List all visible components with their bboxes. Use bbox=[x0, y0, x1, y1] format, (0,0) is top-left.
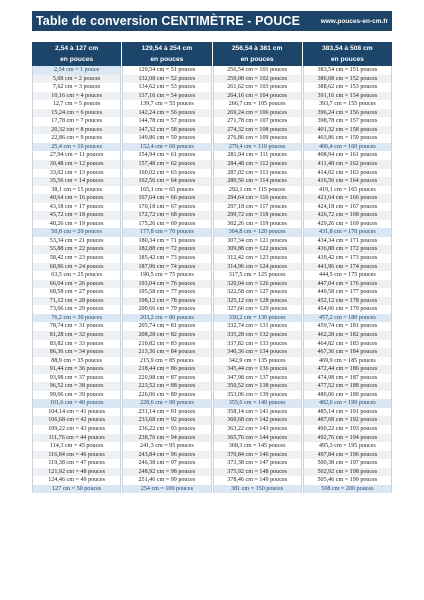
table-row: 424,18 cm = 167 pouces bbox=[317, 203, 378, 210]
table-row: 127 cm = 50 pouces bbox=[33, 485, 120, 494]
table-row: 144,78 cm = 57 pouces bbox=[138, 118, 196, 125]
table-row: 114,3 cm = 45 pouces bbox=[49, 443, 104, 450]
table-row: 434,34 cm = 171 pouces bbox=[317, 237, 378, 244]
table-row: 10,16 cm = 4 pouces bbox=[33, 92, 120, 101]
page-title: Table de conversion CENTIMÈTRE - POUCE bbox=[36, 14, 301, 28]
table-row: 99,06 cm = 39 pouces bbox=[49, 391, 104, 398]
table-row: 401,32 cm = 158 pouces bbox=[304, 126, 391, 135]
table-row: 200,66 cm = 79 pouces bbox=[138, 306, 196, 313]
table-row: 96,52 cm = 38 pouces bbox=[33, 382, 120, 391]
table-row: 20,32 cm = 8 pouces bbox=[33, 126, 120, 135]
table-row: 462,28 cm = 182 pouces bbox=[304, 331, 391, 340]
table-row: 347,98 cm = 137 pouces bbox=[227, 374, 288, 381]
table-row: 414,02 cm = 163 pouces bbox=[317, 169, 378, 176]
table-row: 137,16 cm = 54 pouces bbox=[123, 92, 210, 101]
table-row: 452,12 cm = 178 pouces bbox=[304, 297, 391, 306]
table-row: 281,94 cm = 111 pouces bbox=[227, 152, 287, 159]
table-row: 279,4 cm = 110 pouces bbox=[214, 143, 301, 152]
table-row: 363,22 cm = 143 pouces bbox=[227, 425, 288, 432]
table-row: 193,04 cm = 76 pouces bbox=[123, 280, 210, 289]
table-column bbox=[122, 42, 211, 493]
table-row: 345,44 cm = 136 pouces bbox=[214, 365, 301, 374]
table-row: 38,1 cm = 15 pouces bbox=[51, 186, 102, 193]
table-row: 416,56 cm = 164 pouces bbox=[304, 177, 391, 186]
site-url: www.pouces-en-cm.fr bbox=[320, 17, 388, 25]
table-row: 317,5 cm = 125 pouces bbox=[228, 272, 286, 279]
table-row: 190,5 cm = 75 pouces bbox=[140, 272, 194, 279]
table-row: 271,78 cm = 107 pouces bbox=[227, 118, 288, 125]
table-row: 157,48 cm = 62 pouces bbox=[123, 160, 210, 169]
table-row: 497,84 cm = 196 pouces bbox=[304, 451, 391, 460]
table-row: 213,36 cm = 84 pouces bbox=[123, 348, 210, 357]
table-row: 30,48 cm = 12 pouces bbox=[33, 160, 120, 169]
table-row: 2,54 cm = 1 pouce bbox=[33, 66, 120, 75]
table-row: 383,54 cm = 151 pouces bbox=[317, 67, 378, 73]
table-row: 429,26 cm = 169 pouces bbox=[317, 220, 378, 227]
table-row: 228,6 cm = 90 pouces bbox=[123, 399, 210, 408]
table-row: 17,78 cm = 7 pouces bbox=[51, 118, 102, 125]
table-row: 152,4 cm = 60 pouces bbox=[123, 143, 210, 152]
column-rows bbox=[213, 66, 302, 493]
table-row: 109,22 cm = 43 pouces bbox=[48, 425, 105, 432]
table-row: 167,64 cm = 66 pouces bbox=[123, 194, 210, 203]
column-unit: en pouces bbox=[60, 56, 94, 63]
table-row: 482,6 cm = 190 pouces bbox=[304, 399, 391, 408]
table-column bbox=[303, 42, 392, 493]
table-row: 266,7 cm = 105 pouces bbox=[228, 101, 286, 108]
table-row: 398,78 cm = 157 pouces bbox=[317, 118, 378, 125]
table-row: 254 cm = 100 pouces bbox=[123, 485, 210, 494]
table-row: 373,38 cm = 147 pouces bbox=[227, 460, 288, 467]
table-row: 332,74 cm = 131 pouces bbox=[227, 323, 288, 330]
table-row: 162,56 cm = 64 pouces bbox=[123, 177, 210, 186]
column-range: 256,54 à 381 cm bbox=[231, 45, 283, 52]
table-row: 480,06 cm = 189 pouces bbox=[317, 391, 378, 398]
column-header bbox=[122, 42, 211, 66]
table-row: 58,42 cm = 23 pouces bbox=[49, 255, 104, 262]
table-row: 388,62 cm = 153 pouces bbox=[317, 84, 378, 91]
table-row: 337,82 cm = 133 pouces bbox=[227, 340, 288, 347]
table-column bbox=[32, 42, 121, 493]
conversion-table bbox=[32, 42, 392, 493]
table-row: 154,94 cm = 61 pouces bbox=[138, 152, 196, 159]
table-row: 487,68 cm = 192 pouces bbox=[304, 416, 391, 425]
table-row: 502,92 cm = 198 pouces bbox=[304, 468, 391, 477]
column-range: 129,54 à 254 cm bbox=[141, 45, 193, 52]
table-row: 50,8 cm = 20 pouces bbox=[33, 228, 120, 237]
table-row: 495,3 cm = 195 pouces bbox=[319, 443, 376, 450]
table-row: 119,38 cm = 47 pouces bbox=[48, 460, 105, 467]
table-row: 381 cm = 150 pouces bbox=[214, 485, 301, 494]
table-row: 76,2 cm = 30 pouces bbox=[33, 314, 120, 323]
table-row: 111,76 cm = 44 pouces bbox=[33, 434, 120, 443]
table-row: 116,84 cm = 46 pouces bbox=[33, 451, 120, 460]
table-row: 419,1 cm = 165 pouces bbox=[319, 186, 376, 193]
table-row: 93,98 cm = 37 pouces bbox=[49, 374, 104, 381]
table-row: 464,82 cm = 183 pouces bbox=[317, 340, 378, 347]
table-row: 223,52 cm = 88 pouces bbox=[123, 382, 210, 391]
table-row: 335,28 cm = 132 pouces bbox=[214, 331, 301, 340]
table-row: 139,7 cm = 55 pouces bbox=[140, 101, 194, 108]
table-row: 48,26 cm = 19 pouces bbox=[49, 220, 104, 227]
table-row: 287,02 cm = 113 pouces bbox=[227, 169, 287, 176]
table-row: 472,44 cm = 186 pouces bbox=[304, 365, 391, 374]
table-row: 500,38 cm = 197 pouces bbox=[317, 460, 378, 467]
column-header bbox=[32, 42, 121, 66]
table-row: 299,72 cm = 118 pouces bbox=[214, 211, 301, 220]
column-header bbox=[213, 42, 302, 66]
table-row: 55,88 cm = 22 pouces bbox=[33, 245, 120, 254]
table-row: 78,74 cm = 31 pouces bbox=[49, 323, 104, 330]
table-row: 43,18 cm = 17 pouces bbox=[49, 203, 104, 210]
table-row: 396,24 cm = 156 pouces bbox=[304, 109, 391, 118]
table-row: 233,68 cm = 92 pouces bbox=[123, 416, 210, 425]
table-row: 378,46 cm = 149 pouces bbox=[227, 477, 288, 484]
table-row: 492,76 cm = 194 pouces bbox=[304, 434, 391, 443]
table-row: 322,58 cm = 127 pouces bbox=[227, 289, 288, 296]
table-row: 340,36 cm = 134 pouces bbox=[214, 348, 301, 357]
table-row: 226,06 cm = 89 pouces bbox=[138, 391, 196, 398]
table-row: 408,94 cm = 161 pouces bbox=[317, 152, 378, 159]
table-row: 251,46 cm = 99 pouces bbox=[138, 477, 196, 484]
table-row: 350,52 cm = 138 pouces bbox=[214, 382, 301, 391]
table-row: 256,54 cm = 101 pouces bbox=[227, 67, 288, 73]
table-row: 172,72 cm = 68 pouces bbox=[123, 211, 210, 220]
table-row: 368,3 cm = 145 pouces bbox=[228, 443, 286, 450]
table-row: 246,38 cm = 97 pouces bbox=[138, 460, 196, 467]
table-row: 403,86 cm = 159 pouces bbox=[317, 135, 378, 142]
table-row: 33,02 cm = 13 pouces bbox=[49, 169, 104, 176]
table-row: 314,96 cm = 124 pouces bbox=[214, 263, 301, 272]
table-row: 447,04 cm = 176 pouces bbox=[304, 280, 391, 289]
table-row: 457,2 cm = 180 pouces bbox=[304, 314, 391, 323]
table-row: 63,5 cm = 25 pouces bbox=[51, 272, 102, 279]
table-row: 182,88 cm = 72 pouces bbox=[123, 245, 210, 254]
column-range: 2,54 à 127 cm bbox=[55, 45, 99, 52]
table-row: 91,44 cm = 36 pouces bbox=[33, 365, 120, 374]
table-row: 307,34 cm = 121 pouces bbox=[227, 237, 288, 244]
table-row: 236,22 cm = 93 pouces bbox=[138, 425, 196, 432]
table-row: 276,86 cm = 109 pouces bbox=[227, 135, 288, 142]
table-row: 330,2 cm = 130 pouces bbox=[214, 314, 301, 323]
table-row: 358,14 cm = 141 pouces bbox=[227, 408, 288, 415]
table-row: 7,62 cm = 3 pouces bbox=[52, 84, 101, 91]
table-row: 421,64 cm = 166 pouces bbox=[304, 194, 391, 203]
column-unit: en pouces bbox=[240, 56, 274, 63]
table-row: 88,9 cm = 35 pouces bbox=[51, 357, 102, 364]
table-row: 71,12 cm = 28 pouces bbox=[33, 297, 120, 306]
table-row: 312,42 cm = 123 pouces bbox=[227, 255, 288, 262]
table-row: 104,14 cm = 41 pouces bbox=[48, 408, 105, 415]
table-row: 320,04 cm = 126 pouces bbox=[214, 280, 301, 289]
table-row: 469,9 cm = 185 pouces bbox=[319, 357, 376, 364]
table-row: 508 cm = 200 pouces bbox=[304, 485, 391, 494]
table-row: 370,84 cm = 146 pouces bbox=[214, 451, 301, 460]
table-row: 203,2 cm = 80 pouces bbox=[123, 314, 210, 323]
table-row: 467,36 cm = 184 pouces bbox=[304, 348, 391, 357]
table-row: 25,4 cm = 10 pouces bbox=[33, 143, 120, 152]
table-row: 439,42 cm = 173 pouces bbox=[317, 255, 378, 262]
table-row: 198,12 cm = 78 pouces bbox=[123, 297, 210, 306]
table-row: 431,8 cm = 170 pouces bbox=[304, 228, 391, 237]
table-row: 264,16 cm = 104 pouces bbox=[214, 92, 301, 101]
column-unit: en pouces bbox=[150, 56, 184, 63]
table-row: 477,52 cm = 188 pouces bbox=[304, 382, 391, 391]
table-row: 274,32 cm = 108 pouces bbox=[214, 126, 301, 135]
column-header bbox=[303, 42, 392, 66]
table-row: 185,42 cm = 73 pouces bbox=[138, 255, 196, 262]
table-row: 132,08 cm = 52 pouces bbox=[123, 75, 210, 84]
table-row: 27,94 cm = 11 pouces bbox=[49, 152, 104, 159]
table-row: 436,88 cm = 172 pouces bbox=[304, 245, 391, 254]
table-row: 66,04 cm = 26 pouces bbox=[33, 280, 120, 289]
table-row: 40,64 cm = 16 pouces bbox=[33, 194, 120, 203]
table-row: 134,62 cm = 53 pouces bbox=[138, 84, 196, 91]
table-row: 485,14 cm = 191 pouces bbox=[317, 408, 378, 415]
table-row: 124,46 cm = 49 pouces bbox=[48, 477, 105, 484]
table-row: 15,24 cm = 6 pouces bbox=[33, 109, 120, 118]
table-row: 22,86 cm = 9 pouces bbox=[51, 135, 102, 142]
column-unit: en pouces bbox=[330, 56, 364, 63]
table-row: 208,28 cm = 82 pouces bbox=[123, 331, 210, 340]
table-row: 243,84 cm = 96 pouces bbox=[123, 451, 210, 460]
table-row: 165,1 cm = 65 pouces bbox=[140, 186, 194, 193]
column-rows bbox=[122, 66, 211, 493]
table-row: 215,9 cm = 85 pouces bbox=[140, 357, 194, 364]
table-row: 106,68 cm = 42 pouces bbox=[33, 416, 120, 425]
table-row: 261,62 cm = 103 pouces bbox=[227, 84, 288, 91]
table-row: 241,3 cm = 95 pouces bbox=[140, 443, 194, 450]
table-row: 490,22 cm = 193 pouces bbox=[317, 425, 378, 432]
table-row: 68,58 cm = 27 pouces bbox=[49, 289, 104, 296]
table-row: 441,96 cm = 174 pouces bbox=[304, 263, 391, 272]
table-row: 81,28 cm = 32 pouces bbox=[33, 331, 120, 340]
table-row: 342,9 cm = 135 pouces bbox=[228, 357, 286, 364]
table-row: 210,82 cm = 83 pouces bbox=[138, 340, 196, 347]
table-row: 5,08 cm = 2 pouces bbox=[33, 75, 120, 84]
table-row: 391,16 cm = 154 pouces bbox=[304, 92, 391, 101]
table-row: 60,96 cm = 24 pouces bbox=[33, 263, 120, 272]
table-row: 309,88 cm = 122 pouces bbox=[214, 245, 301, 254]
table-row: 353,06 cm = 139 pouces bbox=[227, 391, 288, 398]
table-row: 177,8 cm = 70 pouces bbox=[123, 228, 210, 237]
page-header bbox=[32, 11, 392, 31]
table-row: 365,76 cm = 144 pouces bbox=[214, 434, 301, 443]
table-row: 259,08 cm = 102 pouces bbox=[214, 75, 301, 84]
table-row: 459,74 cm = 181 pouces bbox=[317, 323, 378, 330]
table-row: 180,34 cm = 71 pouces bbox=[138, 237, 196, 244]
table-column bbox=[213, 42, 302, 493]
table-row: 302,26 cm = 119 pouces bbox=[227, 220, 287, 227]
column-range: 383,54 à 508 cm bbox=[322, 45, 373, 52]
table-row: 449,58 cm = 177 pouces bbox=[317, 289, 378, 296]
table-row: 375,92 cm = 148 pouces bbox=[214, 468, 301, 477]
table-row: 220,98 cm = 87 pouces bbox=[138, 374, 196, 381]
table-row: 121,92 cm = 48 pouces bbox=[33, 468, 120, 477]
table-row: 187,96 cm = 74 pouces bbox=[123, 263, 210, 272]
table-row: 129,54 cm = 51 pouces bbox=[138, 67, 196, 73]
table-row: 289,56 cm = 114 pouces bbox=[214, 177, 301, 186]
table-row: 406,4 cm = 160 pouces bbox=[304, 143, 391, 152]
table-row: 294,64 cm = 116 pouces bbox=[214, 194, 301, 203]
table-row: 101,6 cm = 40 pouces bbox=[33, 399, 120, 408]
table-row: 304,8 cm = 120 pouces bbox=[214, 228, 301, 237]
table-row: 45,72 cm = 18 pouces bbox=[33, 211, 120, 220]
table-row: 327,66 cm = 129 pouces bbox=[227, 306, 288, 313]
table-row: 411,48 cm = 162 pouces bbox=[304, 160, 391, 169]
table-row: 474,98 cm = 187 pouces bbox=[317, 374, 378, 381]
column-rows bbox=[32, 66, 121, 493]
table-row: 218,44 cm = 86 pouces bbox=[123, 365, 210, 374]
table-row: 73,66 cm = 29 pouces bbox=[49, 306, 104, 313]
table-row: 284,48 cm = 112 pouces bbox=[214, 160, 301, 169]
table-row: 297,18 cm = 117 pouces bbox=[227, 203, 287, 210]
table-row: 355,6 cm = 140 pouces bbox=[214, 399, 301, 408]
table-row: 170,18 cm = 67 pouces bbox=[138, 203, 196, 210]
table-row: 205,74 cm = 81 pouces bbox=[138, 323, 196, 330]
table-row: 269,24 cm = 106 pouces bbox=[214, 109, 301, 118]
table-row: 248,92 cm = 98 pouces bbox=[123, 468, 210, 477]
table-row: 142,24 cm = 56 pouces bbox=[123, 109, 210, 118]
table-row: 35,56 cm = 14 pouces bbox=[33, 177, 120, 186]
table-row: 238,76 cm = 94 pouces bbox=[123, 434, 210, 443]
table-row: 444,5 cm = 175 pouces bbox=[319, 272, 376, 279]
table-row: 393,7 cm = 155 pouces bbox=[319, 101, 376, 108]
table-row: 12,7 cm = 5 pouces bbox=[52, 101, 101, 108]
table-row: 360,68 cm = 142 pouces bbox=[214, 416, 301, 425]
table-row: 53,34 cm = 21 pouces bbox=[49, 237, 104, 244]
table-row: 147,32 cm = 58 pouces bbox=[123, 126, 210, 135]
table-row: 149,86 cm = 59 pouces bbox=[138, 135, 196, 142]
table-row: 454,66 cm = 179 pouces bbox=[317, 306, 378, 313]
table-row: 195,58 cm = 77 pouces bbox=[138, 289, 196, 296]
table-row: 292,1 cm = 115 pouces bbox=[228, 186, 286, 193]
table-row: 83,82 cm = 33 pouces bbox=[49, 340, 104, 347]
table-row: 325,12 cm = 128 pouces bbox=[214, 297, 301, 306]
table-row: 426,72 cm = 168 pouces bbox=[304, 211, 391, 220]
table-row: 86,36 cm = 34 pouces bbox=[33, 348, 120, 357]
table-row: 175,26 cm = 69 pouces bbox=[138, 220, 196, 227]
table-row: 505,46 cm = 199 pouces bbox=[317, 477, 378, 484]
table-row: 231,14 cm = 91 pouces bbox=[138, 408, 196, 415]
column-rows bbox=[303, 66, 392, 493]
table-row: 160,02 cm = 63 pouces bbox=[138, 169, 196, 176]
table-row: 386,08 cm = 152 pouces bbox=[304, 75, 391, 84]
